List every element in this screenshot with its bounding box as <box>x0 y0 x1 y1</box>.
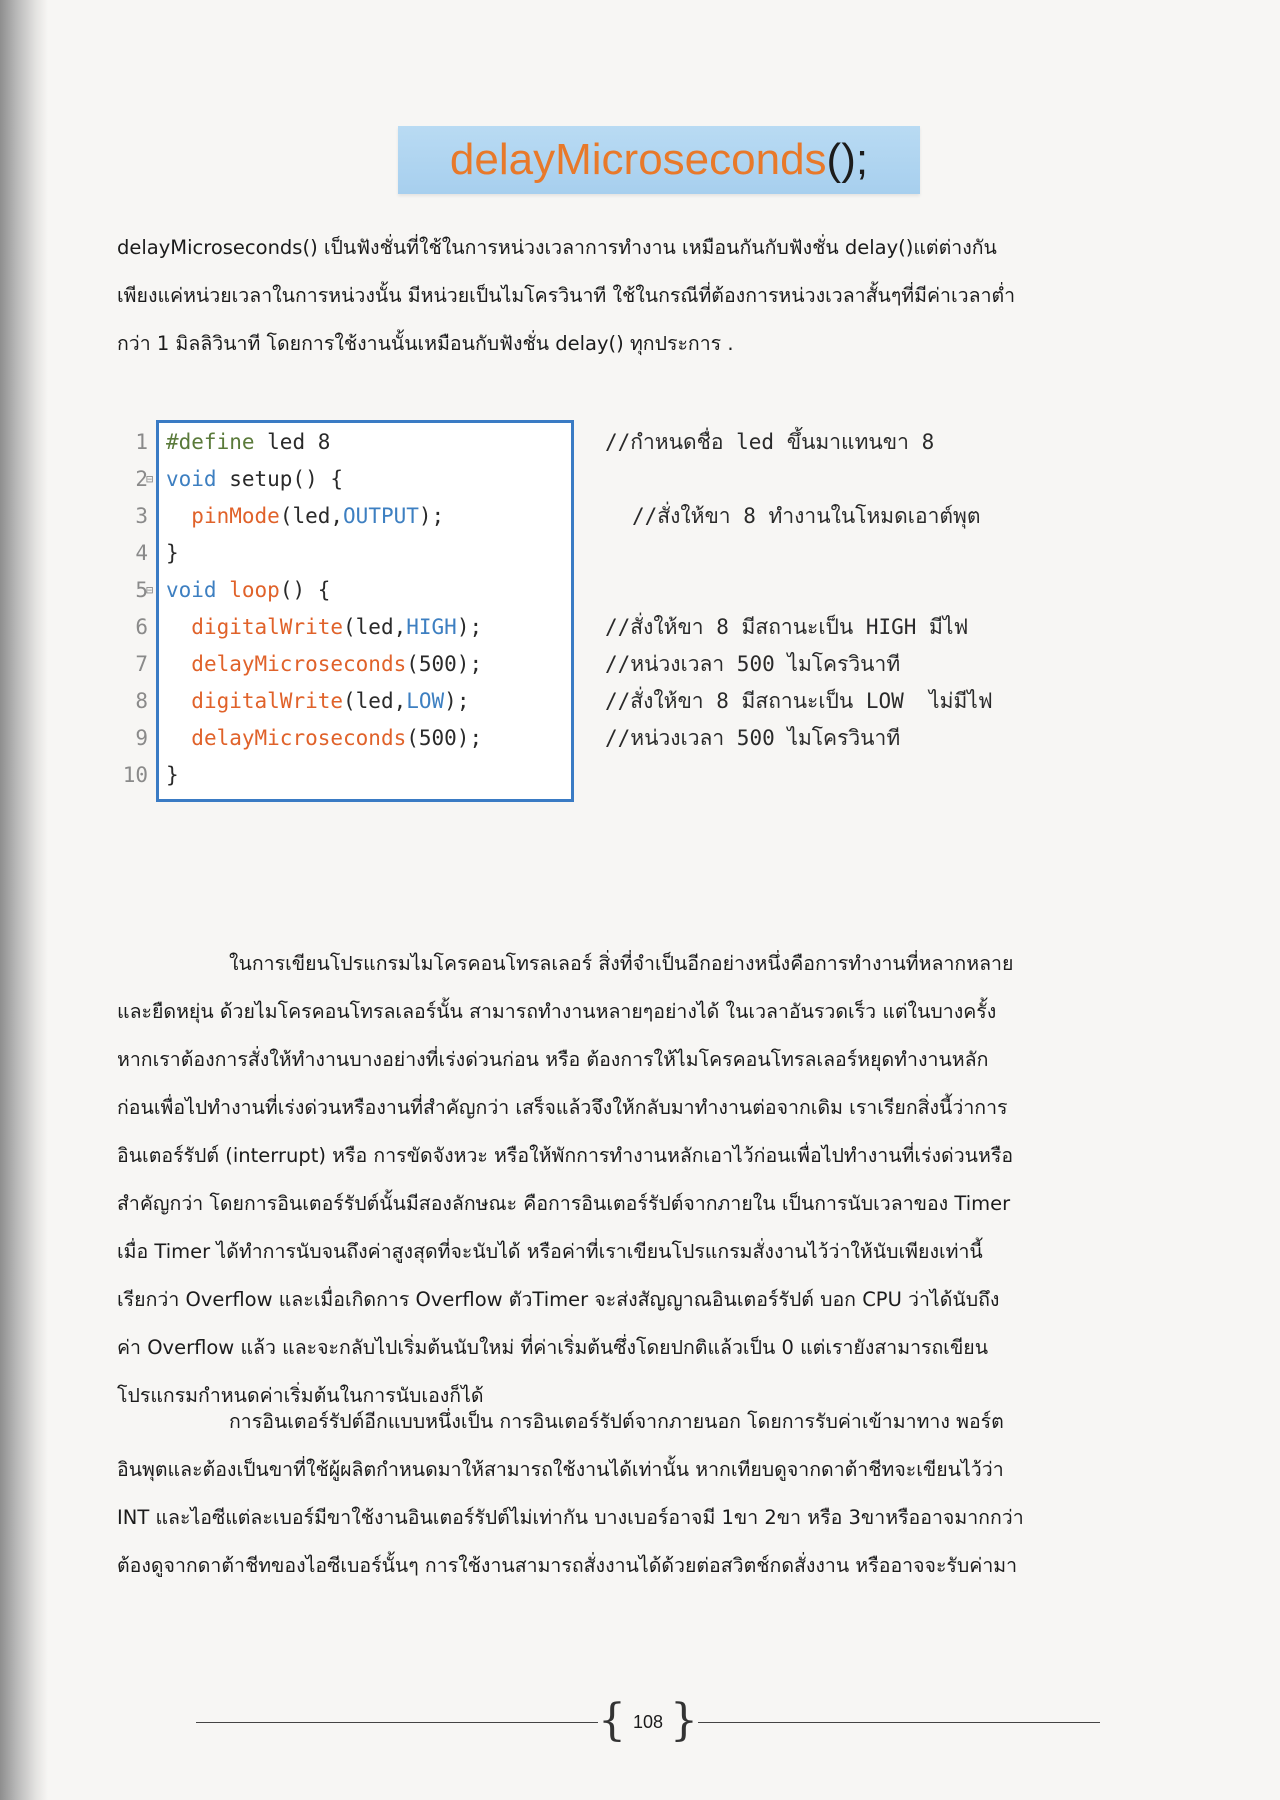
code-text <box>166 609 482 646</box>
line-number: 1 <box>135 430 148 454</box>
code-token: digitalWrite <box>191 689 344 713</box>
code-example <box>112 424 1112 794</box>
code-token: delayMicroseconds <box>191 652 407 676</box>
code-token: ); <box>418 504 445 528</box>
external-interrupt-paragraph <box>117 1398 1180 1590</box>
code-comment: //หน่วงเวลา 500 ไมโครวินาที <box>605 726 901 750</box>
code-token: pinMode <box>191 504 280 528</box>
code-token: void <box>166 578 217 602</box>
code-line <box>112 424 1112 461</box>
code-token: digitalWrite <box>191 615 344 639</box>
paragraph-line: อินเตอร์รัปต์ (interrupt) หรือ การขัดจังหวะ หรือให้พักการทำงานหลักเอาไว้ก่อนเพื่อไปทำงานที่เร่งด่วนหรือ <box>117 1144 1014 1167</box>
code-line <box>112 535 1112 572</box>
code-text <box>166 461 343 498</box>
paragraph-line: สำคัญกว่า โดยการอินเตอร์รัปต์นั้นมีสองลักษณะ คือการอินเตอร์รัปต์จากภายใน เป็นการนับเวลาของ Timer <box>117 1192 1011 1215</box>
code-token: setup() { <box>216 467 344 491</box>
code-line <box>112 461 1112 498</box>
paragraph-line: โปรแกรมกำหนดค่าเริ่มต้นในการนับเองก็ได้ <box>117 1384 484 1407</box>
interrupt-paragraph <box>117 940 1180 1420</box>
line-number: 4 <box>135 541 148 565</box>
line-number: 2 <box>135 467 148 491</box>
page-number <box>598 1695 698 1746</box>
paragraph-line: อินพุตและต้องเป็นขาที่ใช้ผู้ผลิตกำหนดมาให้สามารถใช้งานได้เท่านั้น หากเทียบดูจากดาต้าชีทจะเขียนไว้ว่า <box>117 1458 1004 1481</box>
line-number: 6 <box>135 615 148 639</box>
line-number: 9 <box>135 726 148 750</box>
code-token: (500); <box>406 652 483 676</box>
paragraph-line: เมื่อ Timer ได้ทำการนับจนถึงค่าสูงสุดที่จะนับได้ หรือค่าที่เราเขียนโปรแกรมสั่งงานไว้ว่าให้นับเพียงเท่านี้ <box>117 1240 983 1263</box>
code-token: OUTPUT <box>343 504 419 528</box>
code-line <box>112 609 1112 646</box>
code-token: (500); <box>406 726 483 750</box>
right-brace-ornament: } <box>670 1695 698 1746</box>
code-text <box>166 424 330 461</box>
code-token <box>166 615 191 639</box>
code-token: ); <box>456 615 483 639</box>
code-line <box>112 572 1112 609</box>
paragraph-line: ในการเขียนโปรแกรมไมโครคอนโทรลเลอร์ สิ่งที่จำเป็นอีกอย่างหนึ่งคือการทำงานที่หลากหลาย <box>229 952 1014 975</box>
code-comment: //กำหนดชื่อ led ขึ้นมาแทนขา 8 <box>605 430 935 454</box>
page-number-text: 108 <box>632 1711 664 1732</box>
page-footer <box>196 1695 1100 1746</box>
code-line <box>112 683 1112 720</box>
paragraph-line: การอินเตอร์รัปต์อีกแบบหนึ่งเป็น การอินเตอร์รัปต์จากภายนอก โดยการรับค่าเข้ามาทาง พอร์ต <box>229 1410 1004 1433</box>
code-token: (led, <box>343 689 407 713</box>
code-token: () { <box>279 578 331 602</box>
code-line <box>112 498 1112 535</box>
paragraph-line: ต้องดูจากดาต้าชีทของไอซีเบอร์นั้นๆ การใช้งานสามารถสั่งงานได้ด้วยต่อสวิตช์กดสั่งงาน หรืออาจจะรับค่ามา <box>117 1554 1018 1577</box>
footer-rule-right <box>698 1722 1100 1723</box>
code-token: } <box>166 763 179 787</box>
paragraph-line: เรียกว่า Overflow และเมื่อเกิดการ Overflow ตัวTimer จะส่งสัญญาณอินเตอร์รัปต์ บอก CPU ว่าได้นับถึง <box>117 1288 1000 1311</box>
code-token: led 8 <box>254 430 331 454</box>
code-token <box>166 504 191 528</box>
line-number: 8 <box>135 689 148 713</box>
code-comment: //สั่งให้ขา 8 มีสถานะเป็น HIGH มีไฟ <box>605 615 969 639</box>
code-text <box>166 572 330 609</box>
code-token <box>217 578 230 602</box>
code-comment: //สั่งให้ขา 8 ทำงานในโหมดเอาต์พุต <box>632 504 981 528</box>
line-number: 10 <box>122 763 148 787</box>
code-token: LOW <box>406 689 445 713</box>
code-token: delayMicroseconds <box>191 726 407 750</box>
code-text <box>166 683 469 720</box>
code-token: #define <box>166 430 255 454</box>
code-comment: //สั่งให้ขา 8 มีสถานะเป็น LOW ไม่มีไฟ <box>605 689 993 713</box>
code-token: ); <box>444 689 470 713</box>
code-text <box>166 757 179 794</box>
code-token: (led, <box>279 504 344 528</box>
fold-marker-icon: ⊟ <box>146 472 154 486</box>
code-token: (led, <box>343 615 407 639</box>
code-line <box>112 757 1112 794</box>
section-title-suffix: (); <box>826 135 869 184</box>
paragraph-line: ค่า Overflow แล้ว และจะกลับไปเริ่มต้นนับใหม่ ที่ค่าเริ่มต้นซึ่งโดยปกติแล้วเป็น 0 แต่เรายังสามารถเขียน <box>117 1336 989 1359</box>
code-text <box>166 720 482 757</box>
paragraph-line: delayMicroseconds() เป็นฟังชั่นที่ใช้ในการหน่วงเวลาการทำงาน เหมือนกันกับฟังชั่น delay()แต่ต่างกัน <box>117 236 997 259</box>
paragraph-line: กว่า 1 มิลลิวินาที โดยการใช้งานนั้นเหมือนกับฟังชั่น delay() ทุกประการ . <box>117 332 734 355</box>
code-text <box>166 535 179 572</box>
fold-marker-icon: ⊟ <box>146 583 154 597</box>
line-number: 3 <box>135 504 148 528</box>
code-token: void <box>166 467 217 491</box>
code-token: HIGH <box>406 615 457 639</box>
code-token <box>166 726 191 750</box>
paragraph-line: ก่อนเพื่อไปทำงานที่เร่งด่วนหรืองานที่สำคัญกว่า เสร็จแล้วจึงให้กลับมาทำงานต่อจากเดิม เราเรียกสิ่งนี้ว่าการ <box>117 1096 1008 1119</box>
code-text <box>166 498 444 535</box>
code-line <box>112 646 1112 683</box>
paragraph-line: หากเราต้องการสั่งให้ทำงานบางอย่างที่เร่งด่วนก่อน หรือ ต้องการให้ไมโครคอนโทรลเลอร์หยุดทำงานหลัก <box>117 1048 989 1071</box>
paragraph-line: และยืดหยุ่น ด้วยไมโครคอนโทรลเลอร์นั้น สามารถทำงานหลายๆอย่างได้ ในเวลาอันรวดเร็ว แต่ในบางครั้ง <box>117 1000 997 1023</box>
code-comment: //หน่วงเวลา 500 ไมโครวินาที <box>605 652 901 676</box>
code-token: loop <box>229 578 280 602</box>
code-token <box>166 689 191 713</box>
left-brace-ornament: { <box>598 1695 626 1746</box>
code-token <box>166 652 191 676</box>
paragraph-line: เพียงแค่หน่วยเวลาในการหน่วงนั้น มีหน่วยเป็นไมโครวินาที ใช้ในกรณีที่ต้องการหน่วงเวลาสั้นๆที่มีค่าเวลาต่ำ <box>117 284 1016 307</box>
code-line <box>112 720 1112 757</box>
line-number: 5 <box>135 578 148 602</box>
footer-rule-left <box>196 1722 598 1723</box>
intro-paragraph <box>117 224 1180 368</box>
section-title-banner <box>398 126 920 194</box>
line-number: 7 <box>135 652 148 676</box>
section-title-name: delayMicroseconds <box>449 135 827 184</box>
code-token: } <box>166 541 179 565</box>
code-text <box>166 646 482 683</box>
paragraph-line: INT และไอซีแต่ละเบอร์มีขาใช้งานอินเตอร์รัปต์ไม่เท่ากัน บางเบอร์อาจมี 1ขา 2ขา หรือ 3ขาหรืออาจมากกว่า <box>117 1506 1024 1529</box>
